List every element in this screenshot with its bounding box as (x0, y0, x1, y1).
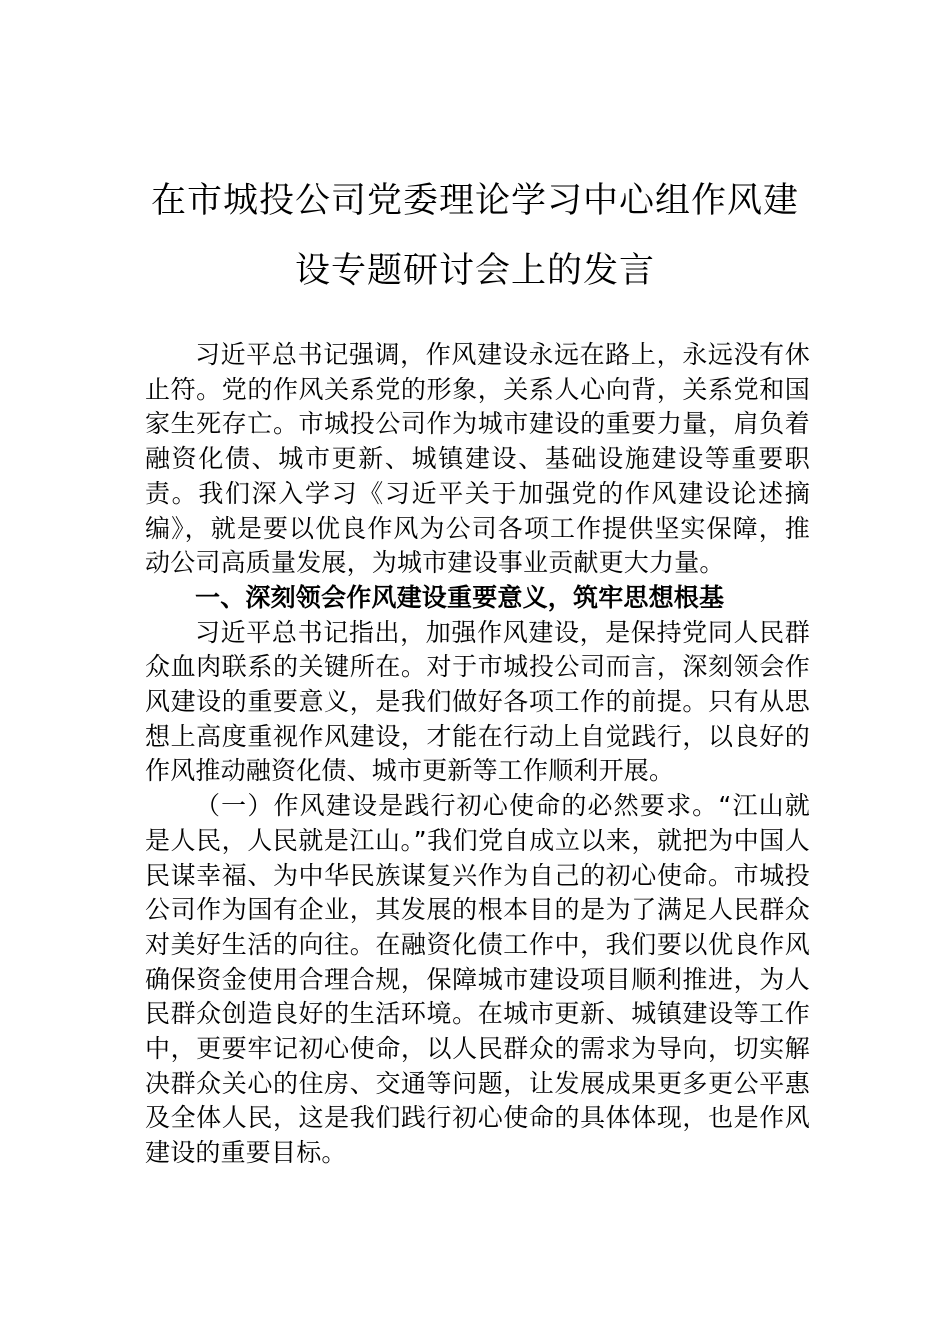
document-title-line-1: 在市城投公司党委理论学习中心组作风建 (150, 181, 799, 221)
subsection-1-paragraph: （一）作风建设是践行初心使命的必然要求。“江山就是人民，人民就是江山。”我们党自成立以来，就把为中国人民谋幸福、为中华民族谋复兴作为自己的初心使命。市城投公司作为国有企业，其发展的根本目的是为了满足人民群众对美好生活的向往。在融资化债工作中，我们要以优良作风确保资金使用合理合规，保障城市建设项目顺利推进，为人民群众创造良好的生活环境。在城市更新、城镇建设等工作中，更要牢记初心使命，以人民群众的需求为导向，切实解决群众关心的住房、交通等问题，让发展成果更多更公平惠及全体人民，这是我们践行初心使命的具体体现，也是作风建设的重要目标。 (145, 791, 810, 1168)
section-1-paragraph: 习近平总书记指出，加强作风建设，是保持党同人民群众血肉联系的关键所在。对于市城投公司而言，深刻领会作风建设的重要意义，是我们做好各项工作的前提。只有从思想上高度重视作风建设，才能在行动上自觉践行，以良好的作风推动融资化债、城市更新等工作顺利开展。 (145, 617, 810, 786)
document-body (145, 338, 810, 1171)
document-title-line-2: 设专题研讨会上的发言 (294, 251, 655, 291)
intro-paragraph: 习近平总书记强调，作风建设永远在路上，永远没有休止符。党的作风关系党的形象，关系人心向背，关系党和国家生死存亡。市城投公司作为城市建设的重要力量，肩负着融资化债、城市更新、城镇建设、基础设施建设等重要职责。我们深入学习《习近平关于加强党的作风建设论述摘编》，就是要以优良作风为公司各项工作提供坚实保障，推动公司高质量发展，为城市建设事业贡献更大力量。 (145, 340, 810, 578)
section-heading-1: 一、深刻领会作风建设重要意义，筑牢思想根基 (195, 582, 725, 612)
